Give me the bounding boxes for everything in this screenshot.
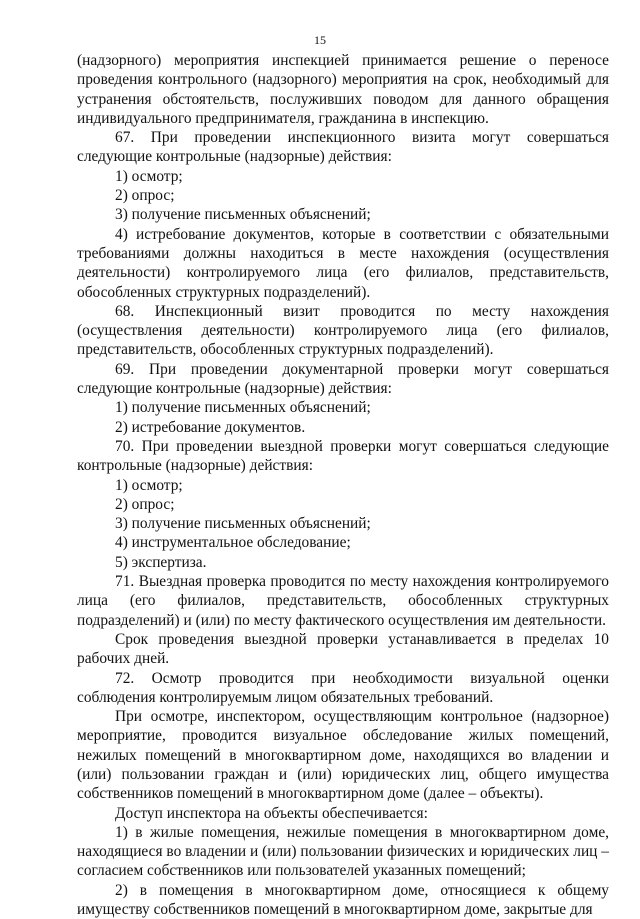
list-item: 1) осмотр;	[115, 476, 183, 494]
list-item: 4) истребование документов, которые в соответствии с обязательными требованиями должны находиться в месте нахождения (осуществления деятельности) контролируемого лица (его филиалов, представительств, обособленных структурных подразделений).	[77, 225, 609, 301]
paragraph: 67. При проведении инспекционного визита могут совершаться следующие контрольные (надзорные) действия:	[77, 129, 609, 166]
paragraph: При осмотре, инспектором, осуществляющим контрольное (надзорное) мероприятие, проводится визуальное обследование жилых помещений, нежилых помещений в многоквартирном доме, находящихся во владении и (или) пользовании граждан и (или) юридических лиц, общего имущества собственников помещений в многоквартирном доме (далее – объекты).	[77, 708, 609, 803]
paragraph: 71. Выездная проверка проводится по месту нахождения контролируемого лица (его филиалов, представительств, обособленных структурных подразделений) и (или) по месту фактического осуществления им деятельности.	[77, 573, 609, 629]
list-item: 1) в жилые помещения, нежилые помещения в многоквартирном доме, находящиеся во владении и (или) пользовании физических и юридических лиц – согласием собственников или пользователей указанных помещений;	[77, 823, 609, 880]
paragraph: Срок проведения выездной проверки устанавливается в пределах 10 рабочих дней.	[77, 630, 609, 668]
paragraph: Доступ инспектора на объекты обеспечивается:	[115, 804, 428, 822]
paragraph: 70. При проведении выездной проверки могут совершаться следующие контрольные (надзорные) действия:	[77, 437, 609, 475]
list-item: 3) получение письменных объяснений;	[115, 515, 371, 533]
paragraph: 72. Осмотр проводится при необходимости визуальной оценки соблюдения контролируемым лицом обязательных требований.	[77, 669, 609, 706]
list-item: 2) опрос;	[115, 495, 175, 513]
paragraph: 69. При проведении документарной проверки могут совершаться следующие контрольные (надзорные) действия:	[77, 360, 609, 398]
paragraph: (надзорного) мероприятия инспекцией принимается решение о переносе проведения контрольного (надзорного) мероприятия на срок, необходимый для устранения обстоятельств, послуживших поводом для данного обращения индивидуального предпринимателя, гражданина в инспекцию.	[77, 52, 609, 127]
list-item: 2) истребование документов.	[115, 418, 306, 436]
list-item: 2) в помещения в многоквартирном доме, относящиеся к общему имуществу собственников помещений в многоквартирном доме, закрытые для	[77, 881, 609, 919]
list-item: 4) инструментальное обследование;	[115, 534, 351, 552]
list-item: 5) экспертиза.	[115, 553, 207, 571]
document-body	[77, 51, 609, 919]
list-item: 1) осмотр;	[115, 167, 183, 185]
list-item: 3) получение письменных объяснений;	[115, 206, 371, 224]
list-item: 2) опрос;	[115, 187, 175, 205]
list-item: 1) получение письменных объяснений;	[115, 399, 371, 417]
paragraph: 68. Инспекционный визит проводится по месту нахождения (осуществления деятельности) контролируемого лица (его филиалов, представительств, обособленных структурных подразделений).	[77, 302, 609, 359]
page-number: 15	[314, 33, 326, 47]
